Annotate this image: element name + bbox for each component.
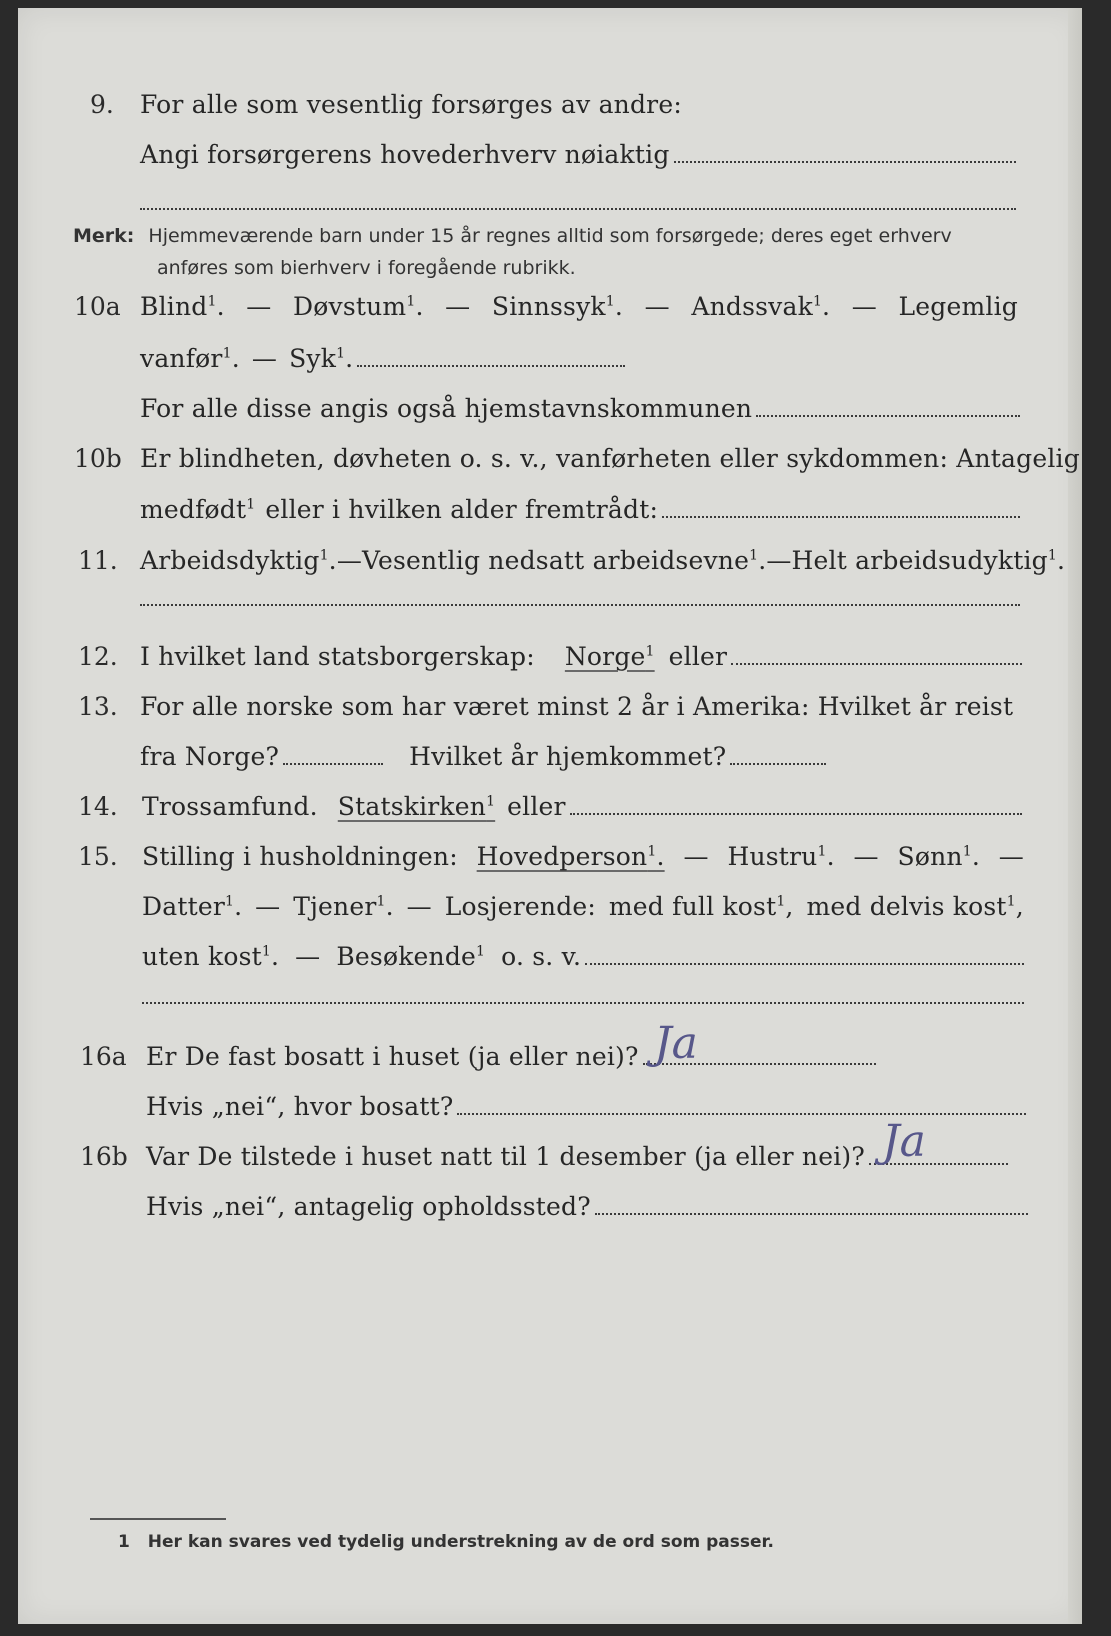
q10a-line2 bbox=[140, 344, 625, 373]
q15-tjener-label: Tjener bbox=[293, 892, 377, 921]
q9-answer-line-2[interactable] bbox=[140, 208, 1016, 210]
q15-hoved-label: Hovedperson bbox=[476, 842, 648, 871]
q11-c-sup: 1 bbox=[1047, 547, 1057, 564]
form-page bbox=[18, 8, 1082, 1624]
q10a-dovstum[interactable]: Døvstum$^1$. bbox=[293, 292, 424, 321]
q10a-legemlig[interactable]: Legemlig bbox=[898, 292, 1018, 321]
q16b-number: 16b bbox=[80, 1142, 128, 1171]
q16b-line2-text: Hvis „nei“, antagelig opholdssted? bbox=[146, 1192, 591, 1221]
q14-line[interactable] bbox=[142, 792, 1022, 821]
q14-text: Trossamfund. bbox=[142, 792, 318, 821]
q16a-handwritten-answer: Ja bbox=[654, 1018, 698, 1069]
q15-datter-sup: 1 bbox=[225, 893, 235, 910]
q10a-vanfor[interactable]: vanfør$^1$. bbox=[140, 344, 240, 373]
q10b-medfodt-sup: 1 bbox=[246, 496, 256, 513]
q13-hjemkommet: Hvilket år hjemkommet? bbox=[409, 742, 727, 771]
footnote-text: Her kan svares ved tydelig understrekning av de ord som passer. bbox=[147, 1532, 774, 1552]
q16b-line1[interactable] bbox=[146, 1142, 1008, 1171]
q15-uten-sup: 1 bbox=[261, 943, 271, 960]
q11-c-label: Helt arbeidsudyktig bbox=[791, 546, 1048, 575]
q9-line2-text: Angi forsørgerens hovederhverv nøiaktig bbox=[140, 140, 670, 169]
q9-number: 9. bbox=[90, 90, 114, 119]
q11-udyktig[interactable]: Helt arbeidsudyktig$^1$. bbox=[791, 546, 1066, 575]
q15-sonn[interactable]: Sønn$^1$. bbox=[897, 842, 980, 871]
q13-line1-text: For alle norske som har været minst 2 år i Amerika: Hvilket år reist bbox=[140, 692, 1014, 721]
q12-text: I hvilket land statsborgerskap: bbox=[140, 642, 535, 671]
q12-number: 12. bbox=[78, 642, 118, 671]
q15-delvis-label: med delvis kost bbox=[806, 892, 1007, 921]
q10b-medfodt-label: medfødt bbox=[140, 495, 247, 524]
q10a-sinnssyk-label: Sinnssyk bbox=[491, 292, 606, 321]
q10a-vanfor-label: vanfør bbox=[140, 344, 223, 373]
q10a-andssvak-label: Andssvak bbox=[691, 292, 813, 321]
q9-line1 bbox=[140, 90, 682, 119]
q13-reist-line[interactable] bbox=[283, 761, 383, 765]
q16b-question: Var De tilstede i huset natt til 1 desember (ja eller nei)? bbox=[146, 1142, 865, 1171]
footnote bbox=[118, 1532, 774, 1552]
q11-b-label: Vesentlig nedsatt arbeidsevne bbox=[362, 546, 750, 575]
q10a-vanfor-sup: 1 bbox=[222, 345, 232, 362]
q14-statskirken-sup: 1 bbox=[486, 793, 496, 810]
q15-hovedperson[interactable]: Hovedperson$^1$. bbox=[476, 842, 665, 871]
q16a-line2-text: Hvis „nei“, hvor bosatt? bbox=[146, 1092, 454, 1121]
q11-b-sup: 1 bbox=[749, 547, 759, 564]
q15-sonn-label: Sønn bbox=[897, 842, 963, 871]
q14-statskirken[interactable] bbox=[338, 792, 495, 821]
paper-edge bbox=[1068, 8, 1082, 1624]
q10a-andssvak[interactable]: Andssvak$^1$. bbox=[691, 292, 831, 321]
q15-text: Stilling i husholdningen: bbox=[142, 842, 458, 871]
q10a-sinnssyk[interactable]: Sinnssyk$^1$. bbox=[491, 292, 624, 321]
q15-delvis-sup: 1 bbox=[1006, 893, 1016, 910]
q11-answer-line[interactable] bbox=[140, 604, 1020, 606]
q10a-dovstum-sup: 1 bbox=[406, 293, 416, 310]
q16b-opholdssted-line[interactable] bbox=[595, 1211, 1028, 1215]
q16a-bosatt-line[interactable] bbox=[457, 1111, 1026, 1115]
q15-answer-line-2[interactable] bbox=[142, 1002, 1024, 1004]
dash: — bbox=[295, 942, 321, 971]
merk-note bbox=[73, 220, 952, 284]
dash: — bbox=[851, 292, 877, 321]
merk-line1: Hjemmeværende barn under 15 år regnes alltid som forsørgede; deres eget erhverv bbox=[148, 225, 952, 247]
q9-line2[interactable] bbox=[140, 140, 1016, 169]
q14-statskirken-label: Statskirken bbox=[337, 792, 487, 821]
q15-hustru-sup: 1 bbox=[817, 843, 827, 860]
merk-line2: anføres som bierhverv i foregående rubrikk. bbox=[157, 257, 576, 279]
q15-line3[interactable] bbox=[142, 942, 1024, 971]
dash: — bbox=[683, 842, 709, 871]
q10a-line1 bbox=[140, 292, 1018, 321]
q11-line bbox=[140, 546, 1066, 575]
dash: — bbox=[246, 292, 272, 321]
q9-line1-text: For alle som vesentlig forsørges av andre: bbox=[140, 90, 682, 119]
q15-full-sup: 1 bbox=[776, 893, 786, 910]
q9-answer-line[interactable] bbox=[674, 159, 1016, 163]
q15-sonn-sup: 1 bbox=[962, 843, 972, 860]
q12-norge-sup: 1 bbox=[645, 643, 655, 660]
q10b-line2[interactable] bbox=[140, 495, 1020, 524]
q15-osv: o. s. v. bbox=[501, 942, 582, 971]
q10b-answer-line[interactable] bbox=[662, 514, 1020, 518]
q10b-line1 bbox=[140, 444, 1080, 473]
q11-a-label: Arbeidsdyktig bbox=[140, 546, 320, 575]
q15-answer-line[interactable] bbox=[585, 961, 1024, 965]
q10a-dovstum-label: Døvstum bbox=[293, 292, 407, 321]
q10a-blind[interactable]: Blind$^1$. bbox=[140, 292, 225, 321]
q12-eller: eller bbox=[668, 642, 728, 671]
q15-full-label: med full kost bbox=[608, 892, 777, 921]
dash: — bbox=[406, 892, 432, 921]
q16a-question: Er De fast bosatt i huset (ja eller nei)? bbox=[146, 1042, 639, 1071]
q10a-kommune-line[interactable] bbox=[756, 413, 1020, 417]
q15-line2 bbox=[142, 892, 1024, 921]
footnote-rule bbox=[90, 1518, 226, 1520]
q15-number: 15. bbox=[78, 842, 118, 871]
q16a-number: 16a bbox=[80, 1042, 127, 1071]
q14-number: 14. bbox=[78, 792, 118, 821]
q14-eller: eller bbox=[507, 792, 566, 821]
q11-a-sup: 1 bbox=[319, 547, 329, 564]
q15-uten-kost[interactable]: uten kost$^1$. bbox=[142, 942, 280, 971]
q15-full-kost[interactable]: med full kost$^1$, bbox=[608, 892, 794, 921]
q10b-line1-text: Er blindheten, døvheten o. s. v., vanførheten eller sykdommen: Antagelig bbox=[140, 444, 1080, 473]
q10a-andssvak-sup: 1 bbox=[812, 293, 823, 310]
q12-norge[interactable] bbox=[565, 642, 655, 671]
q13-hjemkommet-line[interactable] bbox=[730, 761, 826, 765]
q10a-syk-line[interactable] bbox=[357, 363, 625, 367]
dash: — bbox=[766, 546, 792, 575]
q10b-medfodt[interactable] bbox=[140, 495, 255, 524]
q15-hustru-label: Hustru bbox=[727, 842, 818, 871]
q15-hustru[interactable]: Hustru$^1$. bbox=[727, 842, 835, 871]
dash: — bbox=[998, 842, 1024, 871]
q11-nedsatt[interactable]: Vesentlig nedsatt arbeidsevne$^1$. bbox=[362, 546, 767, 575]
q12-answer-line[interactable] bbox=[731, 661, 1022, 665]
q15-besok-sup: 1 bbox=[476, 943, 486, 960]
dash: — bbox=[644, 292, 670, 321]
q10a-syk[interactable]: Syk$^1$. bbox=[289, 344, 354, 373]
q14-answer-line[interactable] bbox=[570, 811, 1022, 815]
q12-norge-label: Norge bbox=[564, 642, 646, 671]
q15-besok-label: Besøkende bbox=[336, 942, 477, 971]
q15-line1 bbox=[142, 842, 1024, 871]
q15-tjener[interactable]: Tjener$^1$. bbox=[293, 892, 394, 921]
q15-hoved-sup: 1 bbox=[647, 843, 657, 860]
q10a-number: 10a bbox=[74, 292, 121, 321]
dash: — bbox=[255, 892, 281, 921]
q13-fra-norge: fra Norge? bbox=[140, 742, 280, 771]
q11-number: 11. bbox=[78, 546, 118, 575]
q10a-syk-label: Syk bbox=[289, 344, 337, 373]
q16a-line1[interactable] bbox=[146, 1042, 876, 1071]
q15-uten-label: uten kost bbox=[142, 942, 262, 971]
dash: — bbox=[336, 546, 363, 575]
q15-tjener-sup: 1 bbox=[376, 893, 386, 910]
q15-delvis-kost[interactable]: med delvis kost$^1$, bbox=[806, 892, 1024, 921]
q10a-line3-text: For alle disse angis også hjemstavnskommunen bbox=[140, 394, 753, 423]
dash: — bbox=[445, 292, 471, 321]
dash: — bbox=[853, 842, 879, 871]
q16b-line2[interactable] bbox=[146, 1192, 1028, 1221]
q15-datter-label: Datter bbox=[142, 892, 225, 921]
q13-line1 bbox=[140, 692, 1013, 721]
q16b-handwritten-answer: Ja bbox=[882, 1116, 926, 1167]
q15-losjerende: Losjerende: bbox=[444, 892, 597, 921]
q10a-sinnssyk-sup: 1 bbox=[605, 293, 615, 310]
q11-arbeidsdyktig[interactable]: Arbeidsdyktig$^1$. bbox=[140, 546, 337, 575]
q10a-line3[interactable] bbox=[140, 394, 1020, 423]
merk-label: Merk: bbox=[73, 225, 135, 247]
q10a-blind-label: Blind bbox=[140, 292, 208, 321]
footnote-mark: 1 bbox=[118, 1532, 130, 1552]
q13-number: 13. bbox=[78, 692, 118, 721]
q10b-line2-text: eller i hvilken alder fremtrådt: bbox=[265, 495, 659, 524]
dash: — bbox=[251, 344, 278, 373]
q10a-syk-sup: 1 bbox=[336, 345, 346, 362]
q15-besokende[interactable] bbox=[336, 942, 485, 971]
q12-line[interactable] bbox=[140, 642, 1022, 671]
q10b-number: 10b bbox=[74, 444, 122, 473]
q15-datter[interactable]: Datter$^1$. bbox=[142, 892, 243, 921]
q10a-blind-sup: 1 bbox=[207, 293, 217, 310]
q13-line2[interactable] bbox=[140, 742, 826, 771]
